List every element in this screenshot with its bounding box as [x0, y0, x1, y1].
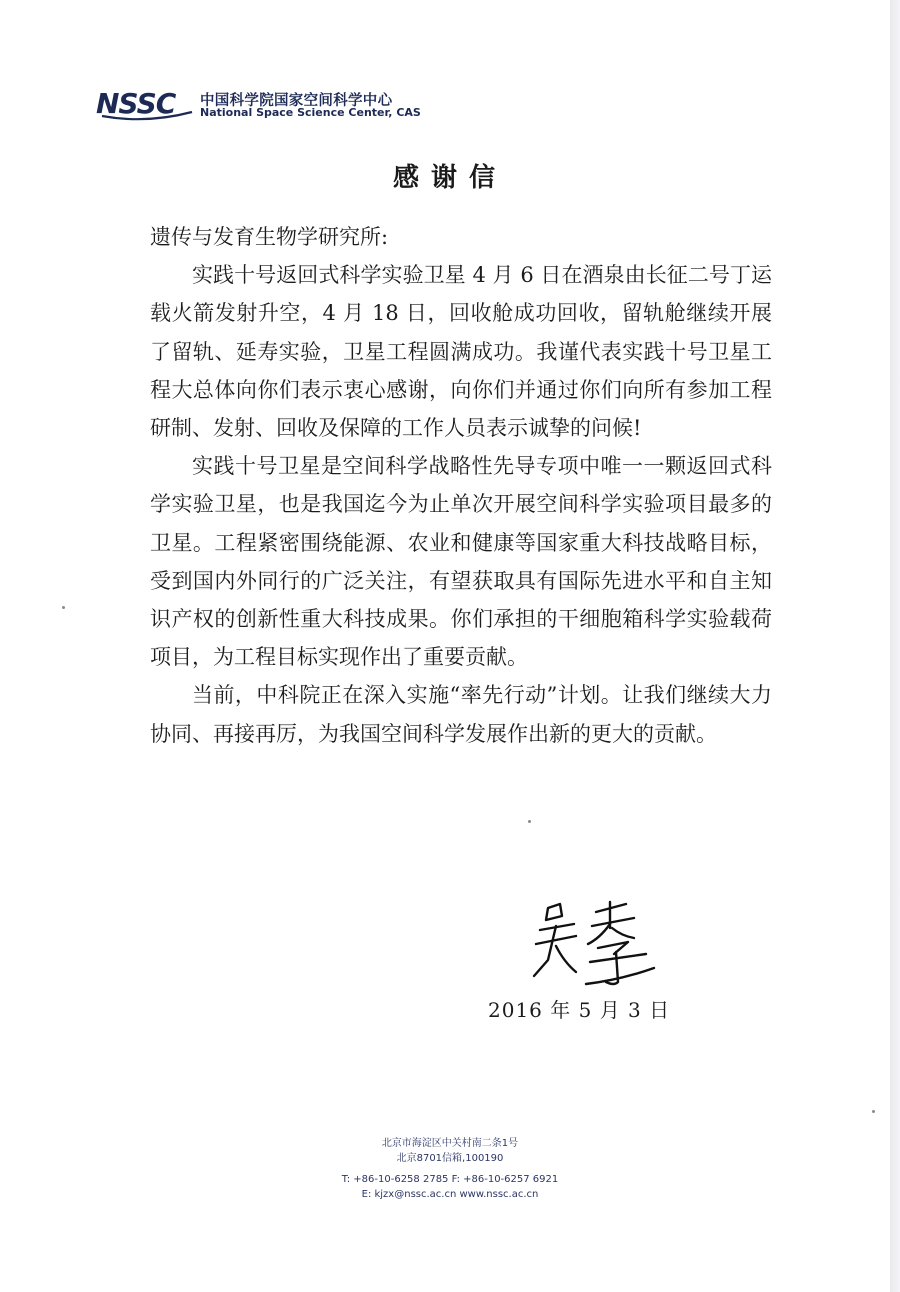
org-name-en: National Space Science Center, CAS: [200, 106, 421, 119]
footer-email-web: E: kjzx@nssc.ac.cn www.nssc.ac.cn: [361, 1189, 539, 1200]
scan-speck: [528, 820, 531, 823]
scan-edge: [890, 0, 900, 1292]
handwritten-signature: [530, 898, 660, 990]
svg-text:NSSC: NSSC: [96, 87, 176, 120]
paragraph-2: 实践十号卫星是空间科学战略性先导专项中唯一一颗返回式科学实验卫星，也是我国迄今为止单次开展空间科学实验项目最多的卫星。工程紧密围绕能源、农业和健康等国家重大科技战略目标，受到国内外同行的广泛关注，有望获取具有国际先进水平和自主知识产权的创新性重大科技成果。你们承担的干细胞箱科学实验载荷项目，为工程目标实现作出了重要贡献。: [150, 454, 772, 670]
footer-phone-fax: T: +86-10-6258 2785 F: +86-10-6257 6921: [341, 1174, 559, 1185]
letter-date: 2016 年 5 月 3 日: [488, 998, 671, 1022]
letter-body: [150, 218, 772, 753]
footer-address-1: 北京市海淀区中关村南二条1号: [381, 1138, 519, 1149]
letter-title: 感谢信: [392, 163, 507, 193]
nssc-logo-mark: [96, 86, 194, 122]
paragraph-3: 当前，中科院正在深入实施“率先行动”计划。让我们继续大力协同、再接再厉，为我国空间科学发展作出新的更大的贡献。: [150, 683, 772, 746]
scan-speck: [872, 1110, 875, 1113]
footer-contact: [0, 1136, 900, 1202]
org-name-cn: 中国科学院国家空间科学中心: [200, 93, 393, 109]
footer-address-2: 北京8701信箱,100190: [396, 1153, 504, 1164]
paragraph-1: 实践十号返回式科学实验卫星 4 月 6 日在酒泉由长征二号丁运载火箭发射升空，4 月 18 日，回收舱成功回收，留轨舱继续开展了留轨、延寿实验，卫星工程圆满成功。我谨代表实践十号卫星工程大总体向你们表示衷心感谢，向你们并通过你们向所有参加工程研制、发射、回收及保障的工作人员表示诚挚的问候!: [150, 263, 772, 441]
scan-speck: [62, 606, 65, 609]
salutation: 遗传与发育生物学研究所:: [150, 225, 389, 249]
nssc-logo: [96, 86, 421, 122]
